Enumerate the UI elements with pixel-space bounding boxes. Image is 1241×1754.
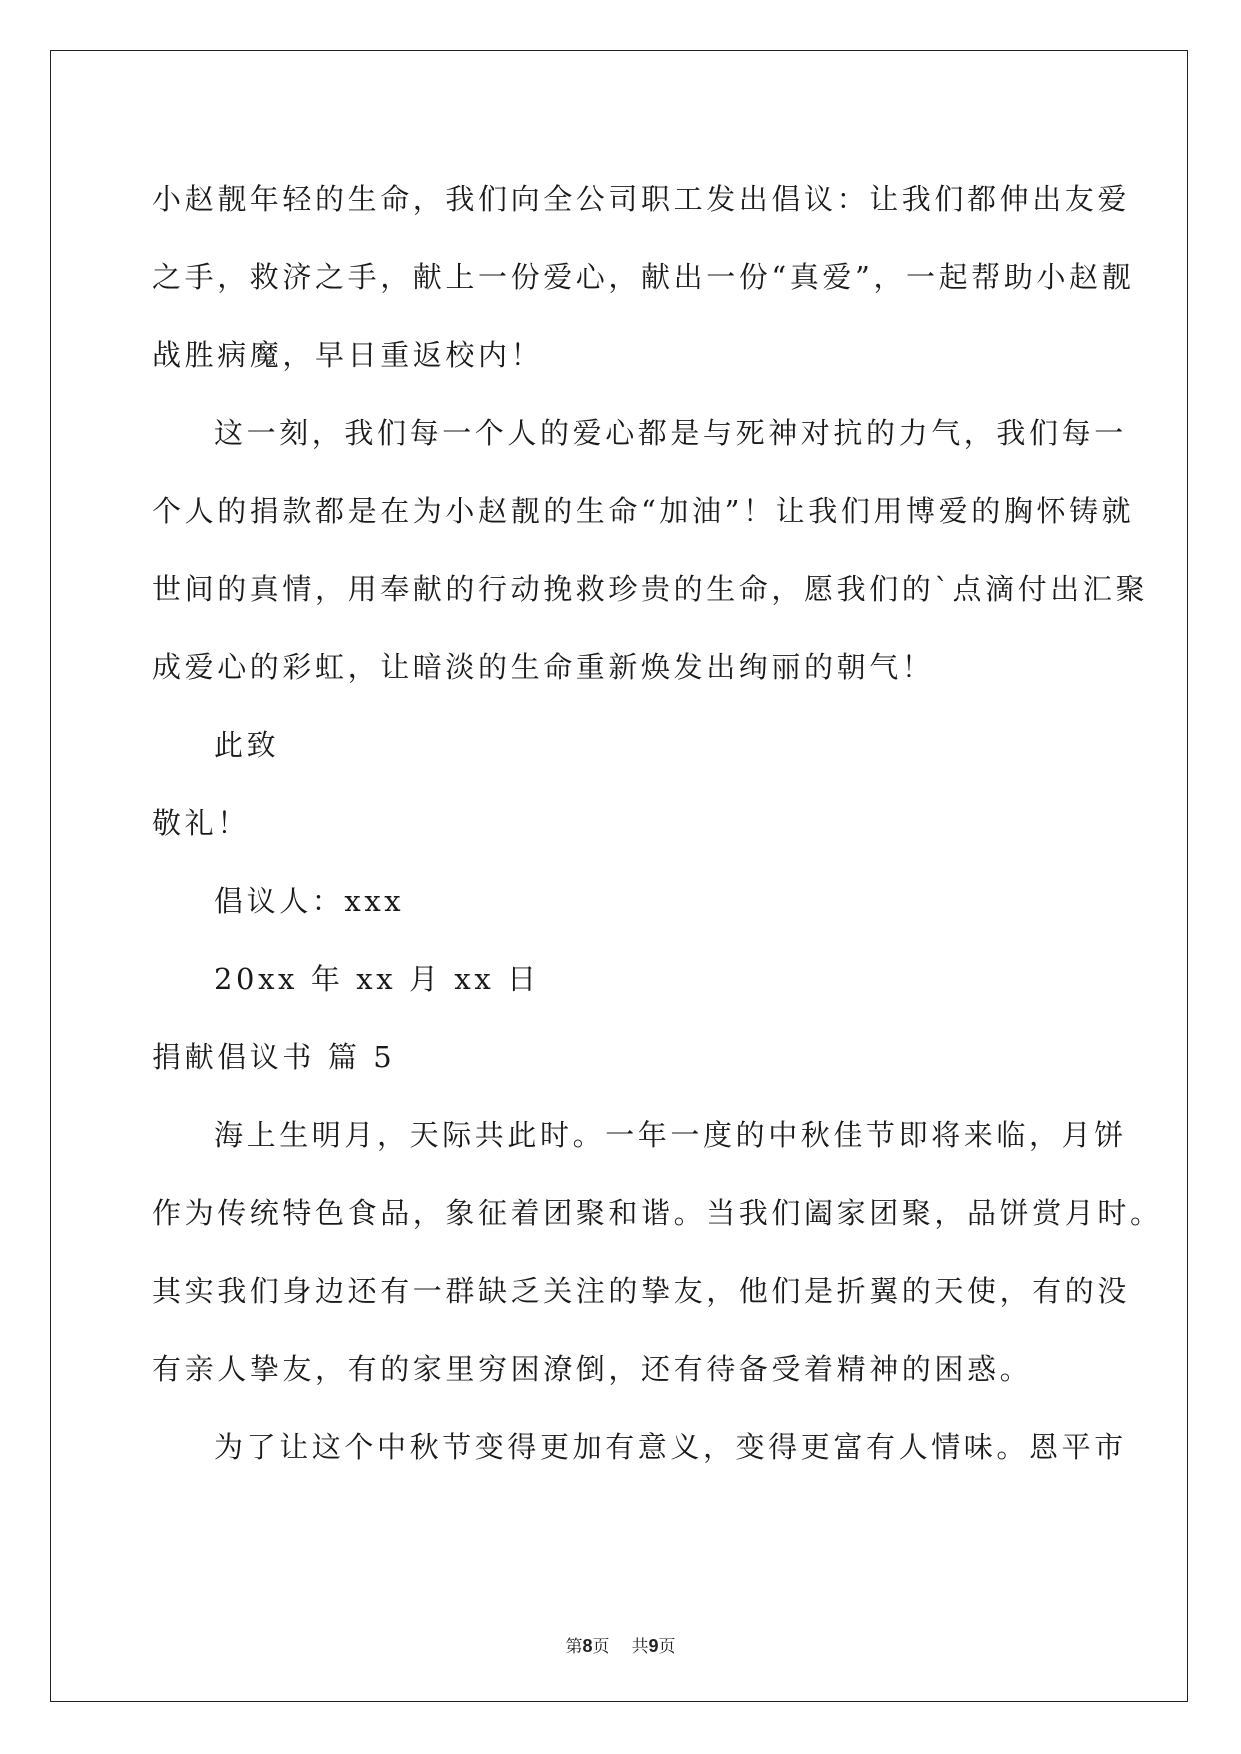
- paragraph-line: 有亲人挚友，有的家里穷困潦倒，还有待备受着精神的困惑。: [152, 1352, 1033, 1386]
- paragraph-line: 之手，救济之手，献上一份爱心，献出一份“真爱”，一起帮助小赵靓: [152, 260, 1135, 294]
- paragraph-line: 为了让这个中秋节变得更加有意义，变得更富有人情味。恩平市: [214, 1430, 1127, 1464]
- total-prefix: 共: [631, 1637, 649, 1657]
- page-prefix: 第: [565, 1637, 583, 1657]
- page-footer: [0, 1632, 1241, 1657]
- page-total: 9: [648, 1636, 659, 1656]
- paragraph-line: 这一刻，我们每一个人的爱心都是与死神对抗的力气，我们每一: [214, 416, 1127, 450]
- paragraph-line: 成爱心的彩虹，让暗淡的生命重新焕发出绚丽的朝气！: [152, 650, 935, 684]
- closing-salutation: 此致: [214, 728, 280, 762]
- signature-proposer: 倡议人：xxx: [214, 884, 405, 918]
- closing-regards: 敬礼！: [152, 806, 250, 840]
- total-suffix: 页: [658, 1637, 676, 1657]
- paragraph-line: 世间的真情，用奉献的行动挽救珍贵的生命，愿我们的`点滴付出汇聚: [152, 572, 1149, 606]
- section-heading: 捐献倡议书 篇 5: [152, 1040, 396, 1074]
- paragraph-line: 个人的捐款都是在为小赵靓的生命“加油”！让我们用博爱的胸怀铸就: [152, 494, 1135, 528]
- paragraph-line: 战胜病魔，早日重返校内！: [152, 338, 544, 372]
- page-suffix: 页: [592, 1637, 610, 1657]
- signature-date: 20xx 年 xx 月 xx 日: [214, 962, 540, 996]
- paragraph-line: 作为传统特色食品，象征着团聚和谐。当我们阖家团聚，品饼赏月时。: [152, 1196, 1163, 1230]
- paragraph-line: 海上生明月，天际共此时。一年一度的中秋佳节即将来临，月饼: [214, 1118, 1127, 1152]
- paragraph-line: 其实我们身边还有一群缺乏关注的挚友，他们是折翼的天使，有的没: [152, 1274, 1131, 1308]
- page-current: 8: [582, 1636, 593, 1656]
- paragraph-line: 小赵靓年轻的生命，我们向全公司职工发出倡议：让我们都伸出友爱: [152, 182, 1131, 216]
- document-body: [152, 160, 1163, 1486]
